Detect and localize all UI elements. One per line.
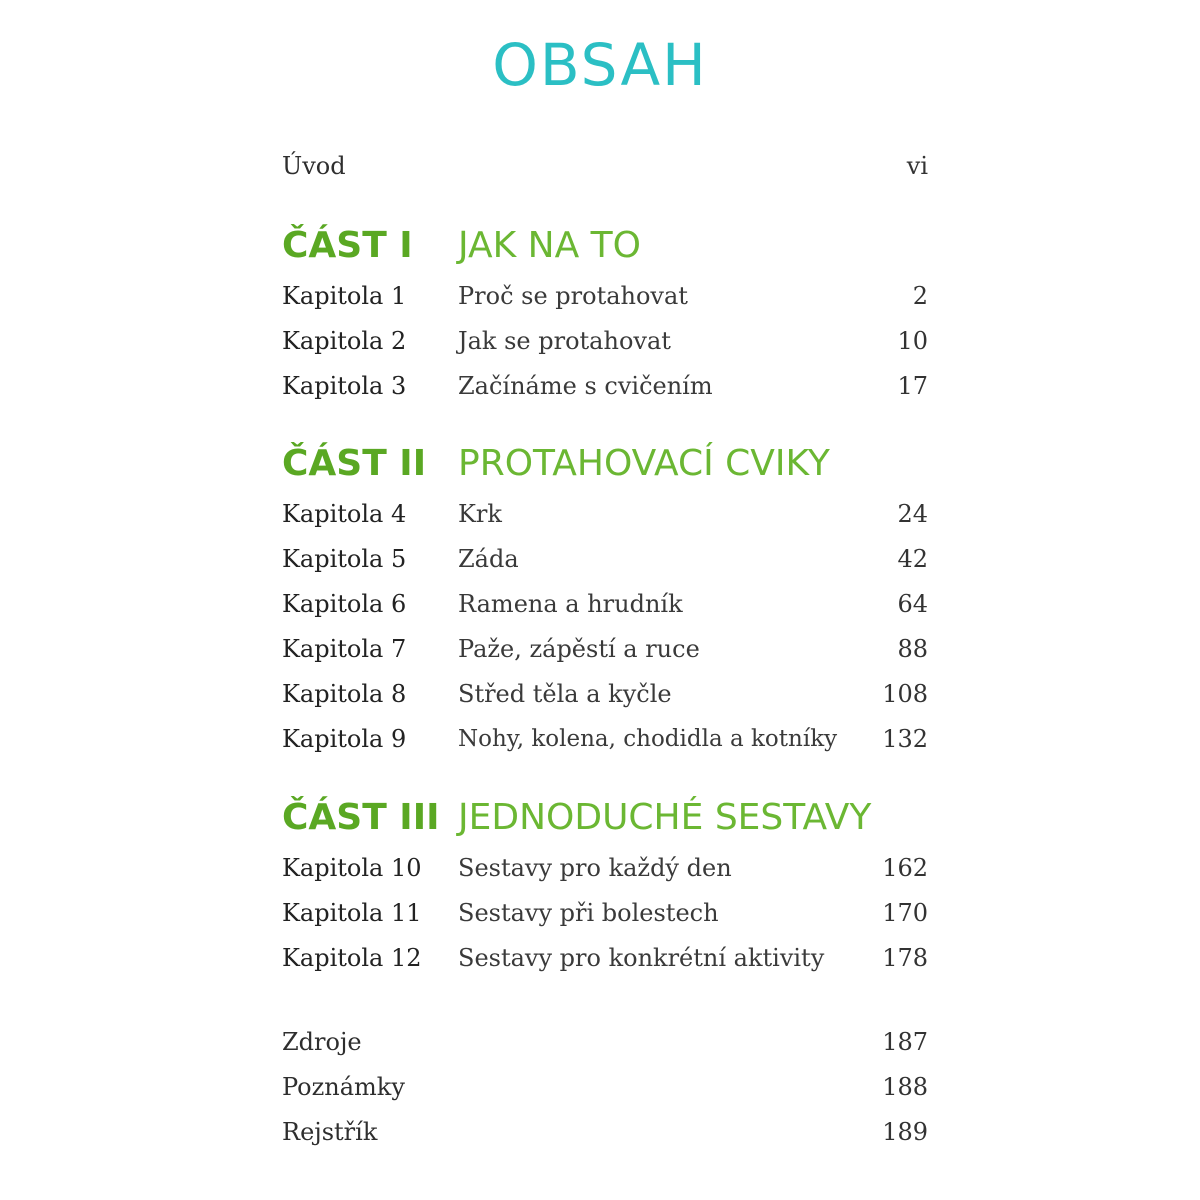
chapter-label: Kapitola 3: [282, 372, 407, 400]
chapter-page: 170: [882, 899, 928, 927]
chapter-title: Záda: [458, 545, 519, 573]
entry-label: Poznámky: [282, 1073, 405, 1101]
chapter-label: Kapitola 4: [282, 500, 407, 528]
chapter-title: Krk: [458, 500, 502, 528]
chapter-label: Kapitola 8: [282, 680, 407, 708]
chapter-page: 132: [882, 725, 928, 753]
chapter-title: Proč se protahovat: [458, 282, 688, 310]
entry-page: vi: [906, 152, 928, 180]
chapter-label: Kapitola 11: [282, 899, 422, 927]
chapter-page: 2: [912, 282, 928, 310]
part-title: JAK NA TO: [458, 225, 641, 266]
chapter-title: Sestavy při bolestech: [458, 899, 719, 927]
chapter-title: Paže, zápěstí a ruce: [458, 635, 700, 663]
chapter-page: 42: [897, 545, 928, 573]
part-number: ČÁST III: [282, 797, 440, 838]
chapter-page: 178: [882, 944, 928, 972]
chapter-title: Začínáme s cvičením: [458, 372, 713, 400]
part-number: ČÁST I: [282, 225, 413, 266]
chapter-label: Kapitola 7: [282, 635, 407, 663]
part-title: PROTAHOVACÍ CVIKY: [458, 443, 830, 484]
chapter-title: Jak se protahovat: [458, 327, 671, 355]
part-title: JEDNODUCHÉ SESTAVY: [458, 797, 872, 838]
chapter-label: Kapitola 9: [282, 725, 407, 753]
chapter-page: 24: [897, 500, 928, 528]
chapter-title: Nohy, kolena, chodidla a kotníky: [458, 726, 838, 752]
entry-label: Zdroje: [282, 1028, 362, 1056]
entry-page: 188: [882, 1073, 928, 1101]
chapter-page: 64: [897, 590, 928, 618]
entry-label: Rejstřík: [282, 1118, 378, 1146]
page-title: OBSAH: [492, 31, 708, 99]
chapter-label: Kapitola 5: [282, 545, 407, 573]
chapter-title: Sestavy pro konkrétní aktivity: [458, 944, 825, 972]
chapter-page: 108: [882, 680, 928, 708]
chapter-label: Kapitola 1: [282, 282, 407, 310]
chapter-label: Kapitola 2: [282, 327, 407, 355]
chapter-label: Kapitola 12: [282, 944, 422, 972]
chapter-page: 162: [882, 854, 928, 882]
chapter-title: Sestavy pro každý den: [458, 854, 732, 882]
entry-page: 187: [882, 1028, 928, 1056]
chapter-label: Kapitola 6: [282, 590, 407, 618]
chapter-title: Střed těla a kyčle: [458, 680, 672, 708]
entry-label: Úvod: [282, 152, 346, 180]
chapter-page: 10: [897, 327, 928, 355]
chapter-title: Ramena a hrudník: [458, 590, 683, 618]
entry-page: 189: [882, 1118, 928, 1146]
chapter-label: Kapitola 10: [282, 854, 422, 882]
chapter-page: 17: [897, 372, 928, 400]
part-number: ČÁST II: [282, 443, 427, 484]
chapter-page: 88: [897, 635, 928, 663]
